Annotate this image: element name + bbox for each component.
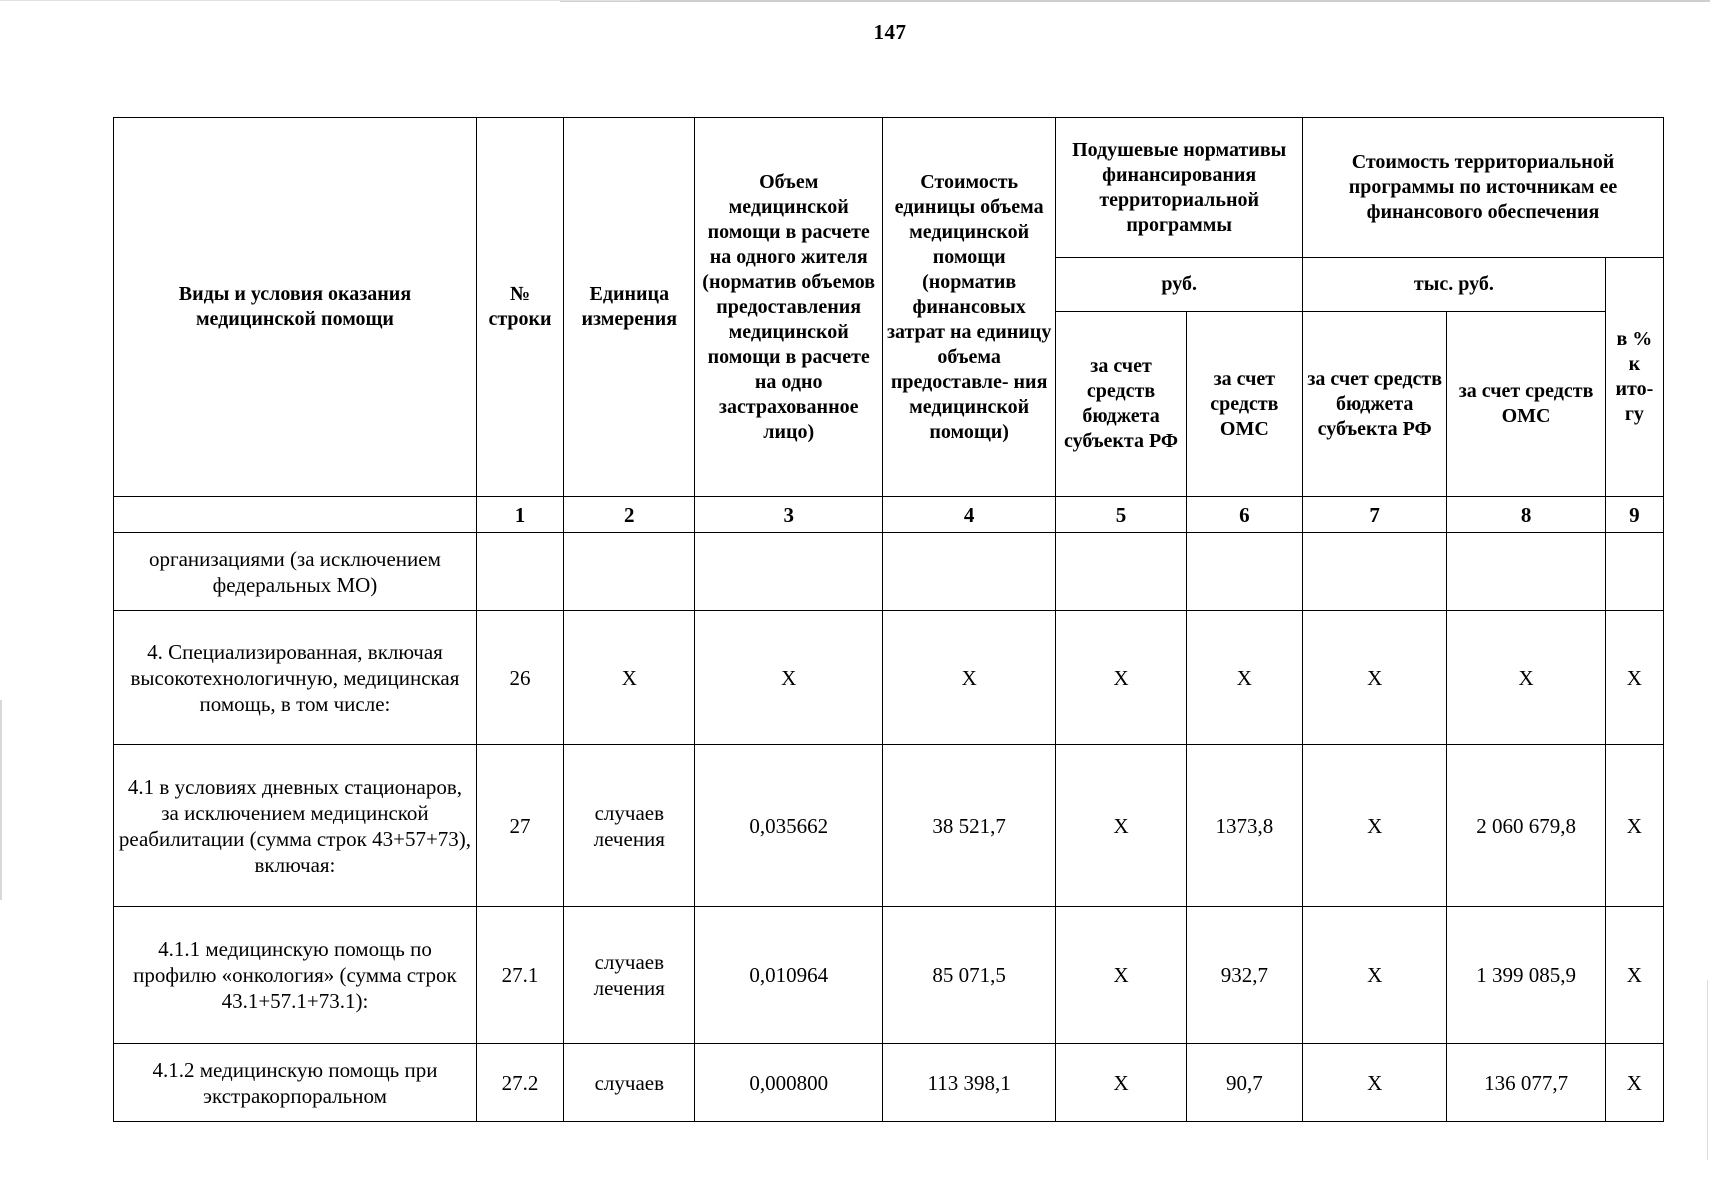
top-edge-line-left — [0, 0, 640, 1]
row-col6: 932,7 — [1186, 907, 1302, 1044]
header-budget-rf: за счет средств бюджета субъекта РФ — [1056, 312, 1186, 497]
table-row — [114, 611, 1664, 745]
row-number: 27 — [476, 745, 563, 907]
column-number: 9 — [1605, 497, 1663, 533]
row-col6 — [1186, 533, 1302, 611]
row-volume — [695, 533, 882, 611]
header-volume: Объем медицинской помощи в расчете на одного жителя (норматив объемов предоставления медицинской помощи в расчете на одно застрахованное лицо) — [695, 118, 882, 497]
row-col9: X — [1605, 745, 1663, 907]
row-col8: 1 399 085,9 — [1447, 907, 1605, 1044]
row-col9: X — [1605, 1044, 1663, 1122]
row-unit: случаев лечения — [564, 907, 695, 1044]
column-number: 6 — [1186, 497, 1302, 533]
row-col7: X — [1303, 1044, 1447, 1122]
row-col8 — [1447, 533, 1605, 611]
row-name: организациями (за исключением федеральных МО) — [114, 533, 477, 611]
row-name: 4. Специализированная, включая высокотехнологичную, медицинская помощь, в том числе: — [114, 611, 477, 745]
row-unit: X — [564, 611, 695, 745]
row-number: 27.1 — [476, 907, 563, 1044]
column-number: 7 — [1303, 497, 1447, 533]
column-number-empty — [114, 497, 477, 533]
row-name: 4.1.2 медицинскую помощь при экстракорпоральном — [114, 1044, 477, 1122]
row-col7 — [1303, 533, 1447, 611]
header-thous-rub: тыс. руб. — [1303, 258, 1606, 312]
column-number: 8 — [1447, 497, 1605, 533]
row-col5 — [1056, 533, 1186, 611]
row-col5: X — [1056, 611, 1186, 745]
column-number: 3 — [695, 497, 882, 533]
row-col5: X — [1056, 907, 1186, 1044]
row-name: 4.1.1 медицинскую помощь по профилю «онкология» (сумма строк 43.1+57.1+73.1): — [114, 907, 477, 1044]
row-unit: случаев — [564, 1044, 695, 1122]
column-number: 1 — [476, 497, 563, 533]
column-number: 5 — [1056, 497, 1186, 533]
header-kind: Виды и условия оказания медицинской помощи — [114, 118, 477, 497]
header-oms-2: за счет средств ОМС — [1447, 312, 1605, 497]
row-col5: X — [1056, 1044, 1186, 1122]
row-name: 4.1 в условиях дневных стационаров, за исключением медицинской реабилитации (сумма строк 43+57+73), включая: — [114, 745, 477, 907]
row-col8: X — [1447, 611, 1605, 745]
row-col8: 136 077,7 — [1447, 1044, 1605, 1122]
column-number: 4 — [882, 497, 1055, 533]
row-col6: 90,7 — [1186, 1044, 1302, 1122]
header-unit: Единица измерения — [564, 118, 695, 497]
row-number: 27.2 — [476, 1044, 563, 1122]
table-row — [114, 907, 1664, 1044]
table-row — [114, 533, 1664, 611]
row-col7: X — [1303, 611, 1447, 745]
header-budget-rf-2: за счет средств бюджета субъекта РФ — [1303, 312, 1447, 497]
row-col6: X — [1186, 611, 1302, 745]
scan-edge-mark-right — [1707, 980, 1708, 1160]
table-row — [114, 745, 1664, 907]
row-number — [476, 533, 563, 611]
row-number: 26 — [476, 611, 563, 745]
row-col5: X — [1056, 745, 1186, 907]
row-unit: случаев лечения — [564, 745, 695, 907]
row-volume: 0,000800 — [695, 1044, 882, 1122]
row-col9: X — [1605, 907, 1663, 1044]
row-cost: 85 071,5 — [882, 907, 1055, 1044]
column-number: 2 — [564, 497, 695, 533]
row-volume: 0,010964 — [695, 907, 882, 1044]
row-cost: X — [882, 611, 1055, 745]
header-rub: руб. — [1056, 258, 1303, 312]
row-cost — [882, 533, 1055, 611]
header-percent: в % к ито- гу — [1605, 258, 1663, 497]
row-col7: X — [1303, 745, 1447, 907]
header-cost: Стоимость единицы объема медицинской помощи (норматив финансовых затрат на единицу объема предоставле- ния медицинской помощи) — [882, 118, 1055, 497]
row-col7: X — [1303, 907, 1447, 1044]
header-per-capita: Подушевые нормативы финансирования территориальной программы — [1056, 118, 1303, 258]
header-rownum: № строки — [476, 118, 563, 497]
top-edge-line — [560, 0, 1710, 2]
page-number: 147 — [873, 20, 907, 44]
row-col9: X — [1605, 611, 1663, 745]
row-col6: 1373,8 — [1186, 745, 1302, 907]
table-row — [114, 1044, 1664, 1122]
row-cost: 113 398,1 — [882, 1044, 1055, 1122]
column-number-row — [114, 497, 1664, 533]
row-unit — [564, 533, 695, 611]
row-cost: 38 521,7 — [882, 745, 1055, 907]
header-sources: Стоимость территориальной программы по источникам ее финансового обеспечения — [1303, 118, 1664, 258]
row-col9 — [1605, 533, 1663, 611]
row-volume: X — [695, 611, 882, 745]
financing-table — [113, 117, 1664, 1122]
row-col8: 2 060 679,8 — [1447, 745, 1605, 907]
row-volume: 0,035662 — [695, 745, 882, 907]
scan-edge-mark — [0, 700, 2, 900]
header-oms: за счет средств ОМС — [1186, 312, 1302, 497]
